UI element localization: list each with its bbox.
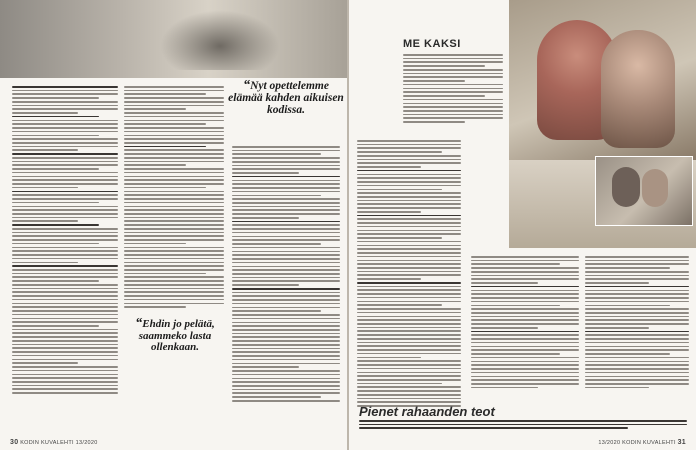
article-column-3	[232, 146, 340, 404]
right-page	[349, 0, 696, 450]
pull-quote-bottom: “Ehdin jo pelätä, saammeko lasta ollenkaan.	[135, 316, 215, 353]
me-kaksi-sidebar	[403, 38, 503, 125]
sidebar-title: ME KAKSI	[403, 38, 461, 50]
article-column-6	[585, 256, 689, 390]
article-column-1	[12, 86, 118, 396]
pull-quote-top: “Nyt opettelemme elämää kahden aikuisen kodissa.	[228, 78, 344, 116]
top-photo-strip	[0, 0, 347, 78]
footer-left: 30 KODIN KUVALEHTI 13/2020	[10, 439, 98, 446]
inset-family-photo	[595, 156, 693, 226]
article-column-5	[471, 256, 579, 390]
section-heading: Pienet rahaanden teot	[359, 404, 495, 419]
article-column-4	[357, 140, 461, 409]
left-page	[0, 0, 347, 450]
article-column-2	[124, 86, 224, 310]
section-intro	[359, 420, 687, 431]
footer-right: 13/2020 KODIN KUVALEHTI 31	[598, 439, 686, 446]
